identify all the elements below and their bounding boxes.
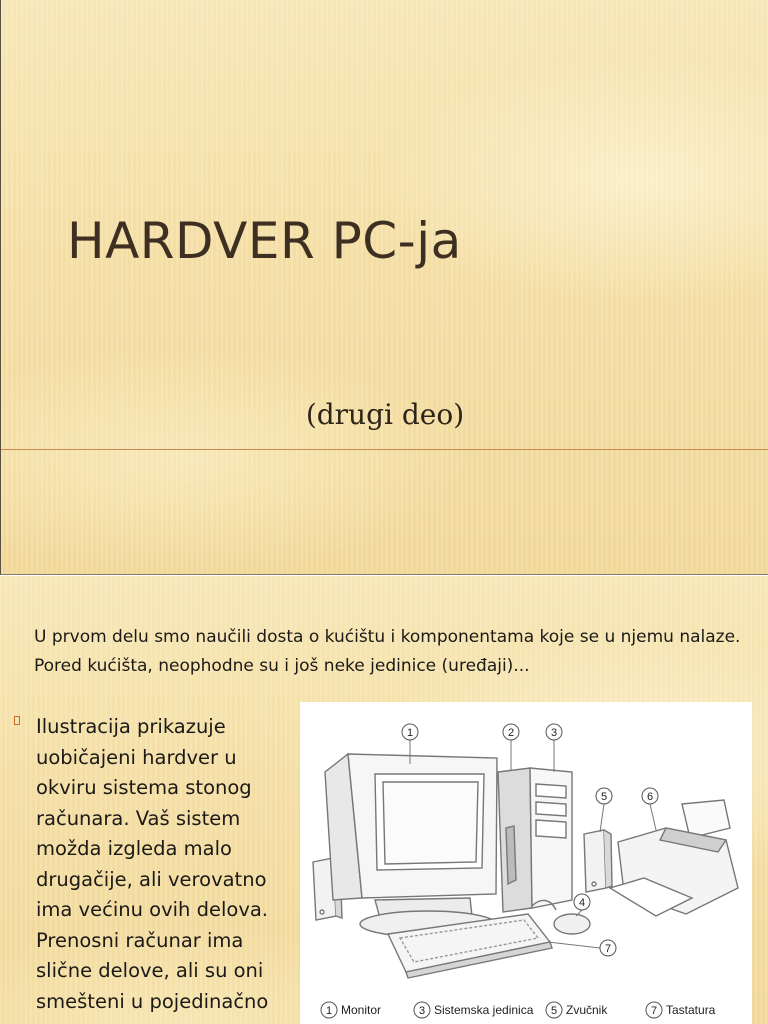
system-unit-drawing bbox=[498, 768, 572, 912]
callout-2: 2 bbox=[507, 727, 515, 739]
callout-4: 4 bbox=[578, 897, 586, 909]
slide-subtitle: (drugi deo) bbox=[305, 398, 465, 431]
bullet-text: Ilustracija prikazuje uobičajeni hardver u okviru sistema stonog računara. Vaš sistem možda izgleda malo drugačije, ali verovatno ima većinu ovih delova. Prenosni računar ima slične delove, ali su oni smešteni u pojedinačno bbox=[36, 715, 269, 1013]
legend-num-system-unit: 3 bbox=[418, 1005, 426, 1017]
legend-num-speaker: 5 bbox=[550, 1005, 558, 1017]
callout-1: 1 bbox=[406, 727, 414, 739]
callout-6: 6 bbox=[646, 791, 654, 803]
legend-label-monitor: Monitor bbox=[341, 1003, 382, 1017]
printer-drawing bbox=[610, 800, 738, 916]
bullet-icon bbox=[14, 716, 20, 725]
legend-label-keyboard: Tastatura bbox=[666, 1003, 716, 1017]
content-slide bbox=[0, 576, 768, 1024]
monitor-drawing bbox=[325, 754, 497, 937]
divider-line bbox=[1, 449, 768, 450]
legend-label-speaker: Zvučnik bbox=[566, 1003, 608, 1017]
callout-7: 7 bbox=[604, 943, 612, 955]
legend-label-system-unit: Sistemska jedinica bbox=[434, 1003, 534, 1017]
legend-num-monitor: 1 bbox=[325, 1005, 333, 1017]
legend-num-keyboard: 7 bbox=[650, 1005, 658, 1017]
callout-5: 5 bbox=[600, 791, 608, 803]
callout-3: 3 bbox=[550, 727, 558, 739]
hardware-illustration bbox=[300, 702, 752, 1024]
intro-paragraph: U prvom delu smo naučili dosta o kućištu i komponentama koje se u njemu nalaze. Pored kućišta, neophodne su i još neke jedinice (uređaji)... bbox=[34, 627, 741, 676]
right-speaker-drawing bbox=[584, 830, 612, 892]
slide-title: HARDVER PC-ja bbox=[67, 212, 462, 270]
computer-drawing bbox=[300, 702, 752, 1024]
